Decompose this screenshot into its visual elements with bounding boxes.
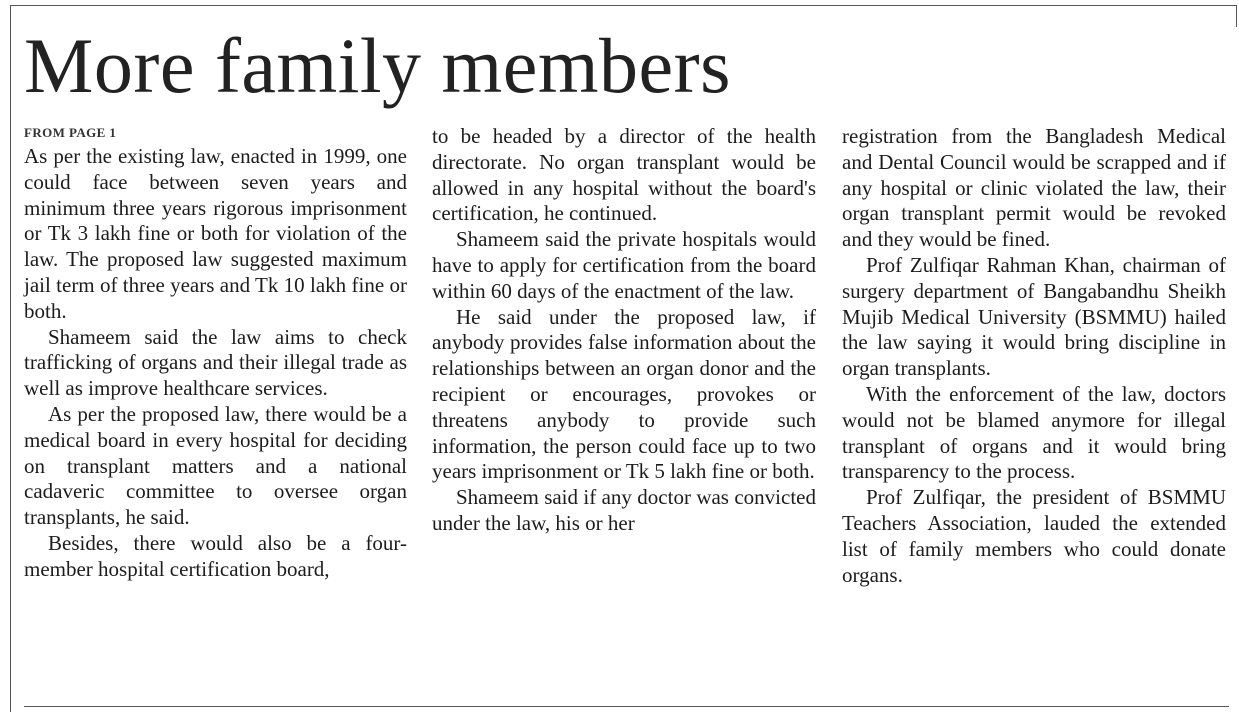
paragraph: Prof Zulfiqar, the president of BSMMU Teachers Association, lauded the extended list of family members who could donate organs. [842,485,1226,587]
paragraph: to be headed by a director of the health directorate. No organ transplant would be allowed in any hospital without the board's certification, he continued. [432,124,816,226]
frame-top-rule [10,5,1237,6]
paragraph: As per the existing law, enacted in 1999, one could face between seven years and minimum three years rigorous imprisonment or Tk 3 lakh fine or both for violation of the law. The proposed law suggested maximum jail term of three years and Tk 10 lakh fine or both. [24,144,407,323]
paragraph: registration from the Bangladesh Medical and Dental Council would be scrapped and if any hospital or clinic violated the law, their organ transplant permit would be revoked and they would be fined. [842,124,1226,252]
paragraph: Shameem said if any doctor was convicted under the law, his or her [432,485,816,535]
paragraph: With the enforcement of the law, doctors would not be blamed anymore for illegal transplant of organs and it would bring transparency to the process. [842,381,1226,484]
article-column-2 [432,124,816,537]
frame-bottom-rule [24,706,1229,707]
article-column-1 [24,124,407,583]
article-column-3 [842,124,1226,588]
paragraph: Shameem said the law aims to check trafficking of organs and their illegal trade as well as improve healthcare services. [24,324,407,401]
paragraph: Prof Zulfiqar Rahman Khan, chairman of surgery department of Bangabandhu Sheikh Mujib Medical University (BSMMU) hailed the law saying it would bring discipline in organ transplants. [842,252,1226,381]
paragraph: As per the proposed law, there would be a medical board in every hospital for deciding on transplant matters and a national cadaveric committee to oversee organ transplants, he said. [24,401,407,530]
frame-right-rule [1236,5,1237,27]
paragraph: Shameem said the private hospitals would have to apply for certification from the board within 60 days of the enactment of the law. [432,227,816,303]
headline: More family members [24,22,731,109]
paragraph: Besides, there would also be a four-member hospital certification board, [24,530,407,581]
paragraph: He said under the proposed law, if anybody provides false information about the relationships between an organ donor and the recipient or encourages, provokes or threatens anybody to provide such information, the person could face up to two years imprisonment or Tk 5 lakh fine or both. [432,304,816,484]
frame-left-rule [10,5,11,712]
kicker: FROM PAGE 1 [24,125,117,140]
